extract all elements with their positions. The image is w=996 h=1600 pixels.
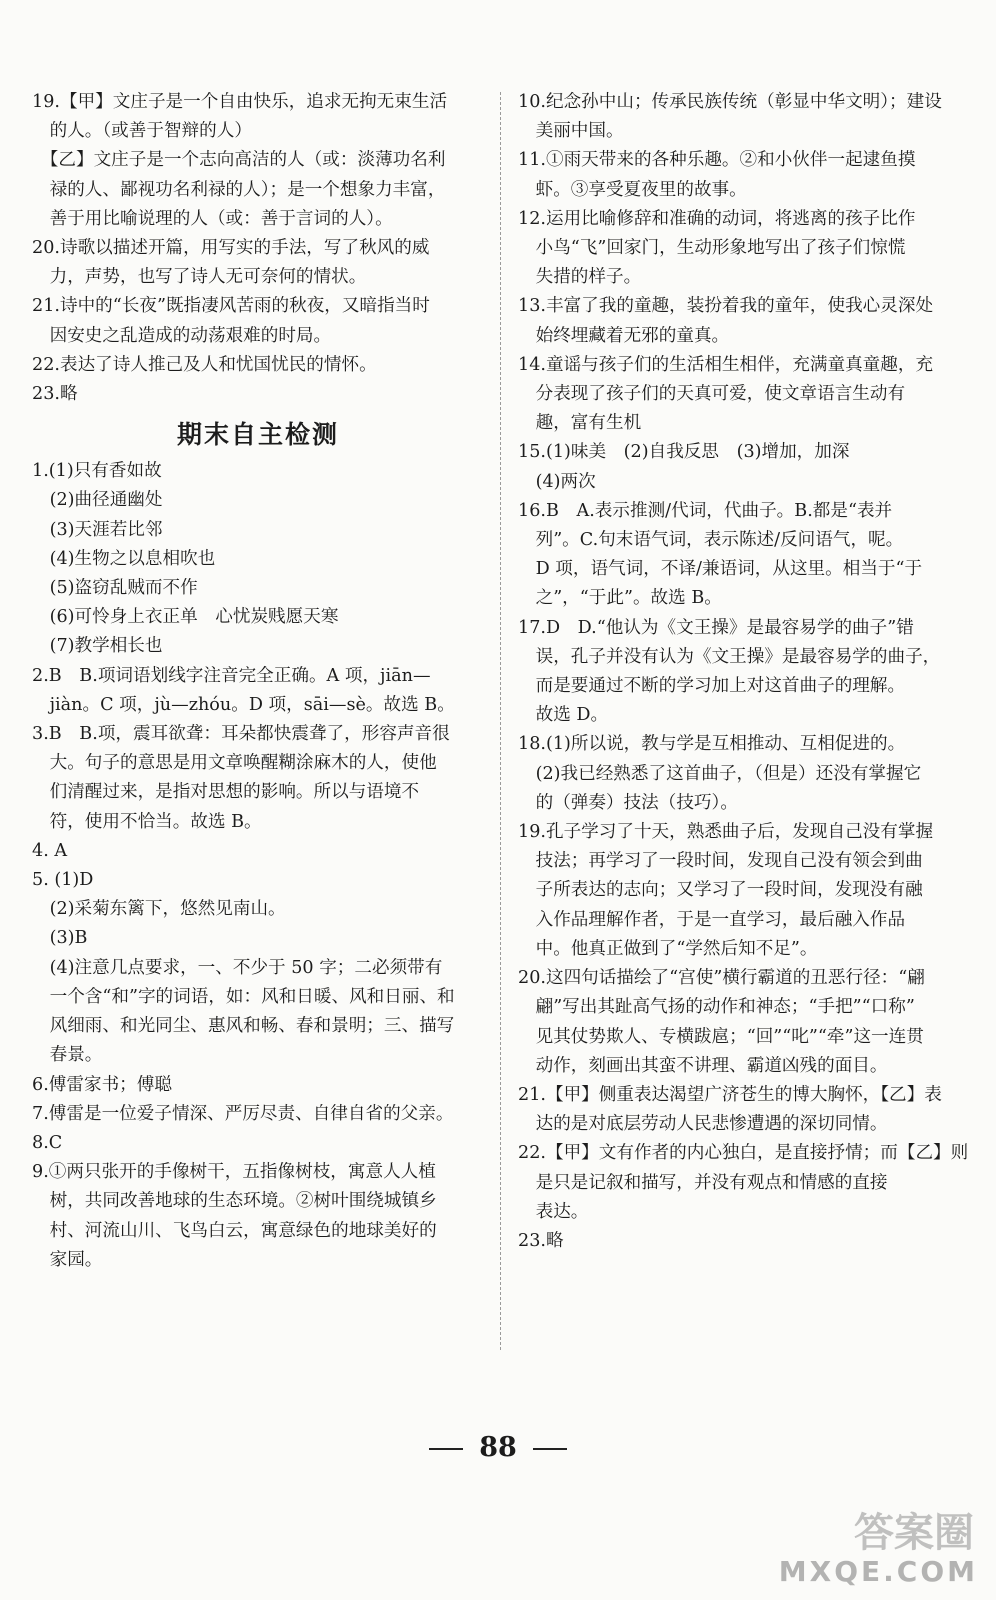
text-line: 是只是记叙和描写，并没有观点和情感的直接 <box>518 1172 888 1193</box>
dash-left <box>429 1448 463 1450</box>
text-line: 美丽中国。 <box>518 121 624 142</box>
text-line: 中。他真正做到了“学然后知不足”。 <box>518 938 818 959</box>
text-line: 大。句子的意思是用文章唤醒糊涂麻木的人，使他 <box>32 753 437 774</box>
text-line: 9.①两只张开的手像树干，五指像树枝，寓意人人植 <box>32 1162 436 1183</box>
text-line: 8.C <box>32 1132 63 1153</box>
text-line: 13.丰富了我的童趣，装扮着我的童年，使我心灵深处 <box>518 296 934 317</box>
text-line: 分表现了孩子们的天真可爱，使文章语言生动有 <box>518 384 906 405</box>
text-line: (6)可怜身上衣正单 心忧炭贱愿天寒 <box>32 607 339 628</box>
text-line: 7.傅雷是一位爱子情深、严厉尽责、自律自省的父亲。 <box>32 1103 454 1124</box>
text-line: 4. A <box>32 840 68 861</box>
text-line: 19.孔子学习了十天，熟悉曲子后，发现自己没有掌握 <box>518 822 934 843</box>
text-line: 翩”写出其趾高气扬的动作和神态；“手把”“口称” <box>518 997 915 1018</box>
watermark <box>778 1494 978 1594</box>
page-number-footer <box>0 1432 996 1463</box>
text-line: 小鸟“飞”回家门，生动形象地写出了孩子们惊慌 <box>518 238 906 259</box>
watermark-logo-text: 答案圈 <box>854 1510 974 1556</box>
text-line: 23.略 <box>32 384 78 405</box>
answers-right <box>518 88 969 1256</box>
text-line: (7)教学相长也 <box>32 636 163 657</box>
text-line: 失措的样子。 <box>518 267 642 288</box>
text-line: 误，孔子并没有认为《文王操》是最容易学的曲子， <box>518 646 941 667</box>
text-line: 19.【甲】文庄子是一个自由快乐，追求无拘无束生活 <box>32 92 448 112</box>
text-line: 虾。③享受夏夜里的故事。 <box>518 179 747 200</box>
text-line: 3.B B.项，震耳欲聋：耳朵都快震聋了，形容声音很 <box>32 724 450 745</box>
text-line: 的人。（或善于智辩的人） <box>32 121 252 142</box>
text-line: 见其仗势欺人、专横跋扈；“回”“叱”“牵”这一连贯 <box>518 1026 924 1047</box>
text-line: 技法；再学习了一段时间，发现自己没有领会到曲 <box>518 851 923 872</box>
text-line: 故选 D。 <box>518 705 609 726</box>
text-line: 22.【甲】文有作者的内心独白，是直接抒情；而【乙】则 <box>518 1143 969 1164</box>
text-line: 17.D D.“他认为《文王操》是最容易学的曲子”错 <box>518 617 914 638</box>
text-line: 子所表达的志向；又学习了一段时间，发现没有融 <box>518 880 923 901</box>
text-line: 列”。C.句末语气词，表示陈述/反问语气，呢。 <box>518 530 904 551</box>
column-divider <box>500 92 501 1350</box>
text-line: 始终埋藏着无邪的童真。 <box>518 325 730 346</box>
page-number: 88 <box>479 1432 517 1463</box>
text-line: 一个含“和”字的词语，如：风和日暖、风和日丽、和 <box>32 986 455 1007</box>
text-line: (4)生物之以息相吹也 <box>32 548 216 569</box>
answers-before-section <box>32 88 484 409</box>
text-line: 20.诗歌以描述开篇，用写实的手法，写了秋风的威 <box>32 238 430 259</box>
text-line: 5. (1)D <box>32 870 94 891</box>
text-line: 21.【甲】侧重表达渴望广济苍生的博大胸怀，【乙】表 <box>518 1084 942 1105</box>
text-line: (2)曲径通幽处 <box>32 490 163 511</box>
left-column <box>32 88 484 1275</box>
text-line: 达的是对底层劳动人民悲惨遭遇的深切同情。 <box>518 1114 888 1135</box>
text-line: (2)我已经熟悉了这首曲子，（但是）还没有掌握它 <box>518 763 922 784</box>
text-line: 动作，刻画出其蛮不讲理、霸道凶残的面目。 <box>518 1055 888 1076</box>
text-line: (2)采菊东篱下，悠然见南山。 <box>32 899 286 920</box>
text-line: 之”，“于此”。故选 B。 <box>518 588 722 609</box>
answers-after-section <box>32 457 484 1275</box>
text-line: (3)天涯若比邻 <box>32 519 163 540</box>
section-title: 期末自主检测 <box>176 420 339 450</box>
text-line: 表达。 <box>518 1201 589 1222</box>
text-line: 11.①雨天带来的各种乐趣。②和小伙伴一起逮鱼摸 <box>518 150 916 171</box>
watermark-site-text: MXQE.COM <box>778 1555 978 1588</box>
text-line: 符，使用不恰当。故选 B。 <box>32 811 262 832</box>
text-line: 趣，富有生机 <box>518 413 642 434</box>
text-line: 15.(1)味美 (2)自我反思 (3)增加，加深 <box>518 442 850 463</box>
text-line: 因安史之乱造成的动荡艰难的时局。 <box>32 325 332 346</box>
text-line: (4)注意几点要求，一、不少于 50 字；二必须带有 <box>32 957 443 978</box>
text-line: 12.运用比喻修辞和准确的动词，将逃离的孩子比作 <box>518 208 916 229</box>
text-line: 们清醒过来，是指对思想的影响。所以与语境不 <box>32 782 420 803</box>
text-line: 20.这四句话描绘了“宫使”横行霸道的丑恶行径：“翩 <box>518 968 925 989</box>
text-line: (4)两次 <box>518 471 596 492</box>
text-line: 的（弹奏）技法（技巧）。 <box>518 792 738 813</box>
text-line: 2.B B.项词语划线字注音完全正确。A 项，jiān— <box>32 665 431 686</box>
text-line: 家园。 <box>32 1249 103 1270</box>
text-line: 力，声势，也写了诗人无可奈何的情状。 <box>32 267 367 288</box>
text-line: jiàn。C 项，jù—zhóu。D 项，sāi—sè。故选 B。 <box>32 694 455 715</box>
text-line: 21.诗中的“长夜”既指凄风苦雨的秋夜，又暗指当时 <box>32 296 430 317</box>
text-line: D 项，语气词，不译/兼语词，从这里。相当于“于 <box>518 559 923 580</box>
text-line: (3)B <box>32 928 88 949</box>
text-line: 14.童谣与孩子们的生活相生相伴，充满童真童趣，充 <box>518 354 934 375</box>
text-line: 22.表达了诗人推己及人和忧国忧民的情怀。 <box>32 354 377 375</box>
dash-right <box>533 1448 567 1450</box>
text-line: 1.(1)只有香如故 <box>32 461 162 482</box>
right-column <box>518 88 969 1256</box>
text-line: 禄的人、鄙视功名利禄的人）；是一个想象力丰富， <box>32 179 446 200</box>
text-line: 树，共同改善地球的生态环境。②树叶围绕城镇乡 <box>32 1191 437 1212</box>
text-line: 【乙】文庄子是一个志向高洁的人（或：淡薄功名利 <box>32 150 446 171</box>
text-line: 16.B A.表示推测/代词，代曲子。B.都是“表并 <box>518 500 893 521</box>
text-line: 23.略 <box>518 1230 564 1251</box>
text-line: 入作品理解作者，于是一直学习，最后融入作品 <box>518 909 906 930</box>
text-line: (5)盗窃乱贼而不作 <box>32 578 198 599</box>
text-line: 风细雨、和光同尘、惠风和畅、春和景明；三、描写 <box>32 1016 455 1037</box>
text-line: 18.(1)所以说，教与学是互相推动、互相促进的。 <box>518 734 906 755</box>
text-line: 而是要通过不断的学习加上对这首曲子的理解。 <box>518 676 906 697</box>
text-line: 村、河流山川、飞鸟白云，寓意绿色的地球美好的 <box>32 1220 437 1241</box>
text-line: 6.傅雷家书；傅聪 <box>32 1074 172 1095</box>
text-line: 春景。 <box>32 1045 103 1066</box>
text-line: 10.纪念孙中山；传承民族传统（彰显中华文明）；建设 <box>518 92 942 112</box>
text-line: 善于用比喻说理的人（或：善于言词的人）。 <box>32 208 393 229</box>
